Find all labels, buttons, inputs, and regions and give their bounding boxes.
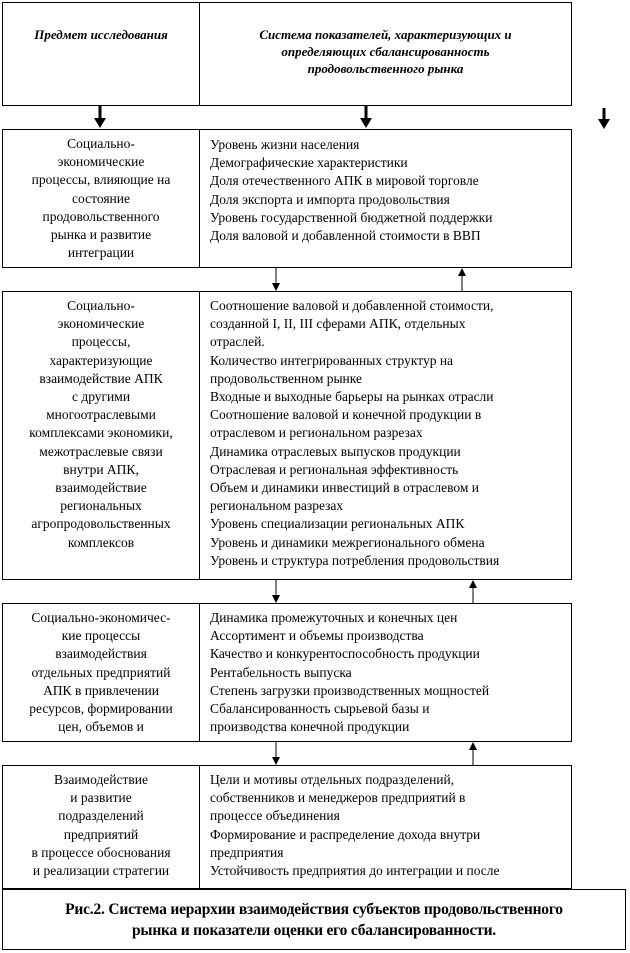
indicator-line: отраслевом и региональном разрезах xyxy=(210,425,423,441)
subject-line: продовольственного xyxy=(42,208,160,224)
indicator-line: Динамика промежуточных и конечных цен xyxy=(210,610,458,625)
caption-line: рынка и показатели оценки его сбалансированности. xyxy=(132,922,496,939)
up-arrow-icon xyxy=(469,580,477,603)
indicator-line: Уровень жизни населения xyxy=(210,137,360,152)
indicator-line: Уровень и структура потребления продовольствия xyxy=(210,552,500,568)
indicator-line: Рентабельность выпуска xyxy=(210,664,352,680)
down-arrow-icon xyxy=(272,268,280,291)
indicator-line: Ассортимент и объемы производства xyxy=(210,628,424,644)
subject-line: ресурсов, формировании xyxy=(29,701,173,717)
subject-line: региональных xyxy=(60,498,142,514)
indicator-line: Демографические характеристики xyxy=(210,155,408,171)
thick-down-arrow-icon xyxy=(94,106,106,128)
indicator-line: процессе объединения xyxy=(210,808,340,824)
indicator-line: Уровень и динамики межрегионального обмена xyxy=(210,534,485,550)
indicator-line: Объем и динамики инвестиций в отраслевом и xyxy=(210,480,480,496)
indicator-line: Доля отечественного АПК в мировой торговле xyxy=(210,173,479,189)
indicator-line: Отраслевая и региональная эффективность xyxy=(210,461,459,477)
subject-line: внутри АПК, xyxy=(63,461,139,477)
subject-line: взаимодействие xyxy=(55,480,147,496)
indicator-line: отраслей. xyxy=(210,334,265,350)
indicator-line: Сбалансированность сырьевой базы и xyxy=(210,701,430,717)
header-right-line: продовольственного рынка xyxy=(307,61,464,76)
indicator-line: Доля экспорта и импорта продовольствия xyxy=(210,191,450,207)
indicator-line: Уровень государственной бюджетной поддержки xyxy=(210,209,493,225)
subject-line: комплексов xyxy=(67,534,135,550)
indicator-line: созданной I, II, III сферами АПК, отдельных xyxy=(210,316,466,332)
indicator-line: Уровень специализации региональных АПК xyxy=(210,516,465,532)
header-right-line: Система показателей, характеризующих и xyxy=(259,27,512,42)
subject-line: комплексами экономики, xyxy=(29,425,173,441)
indicator-line: Формирование и распределение дохода внутри xyxy=(210,826,481,842)
subject-line: межотраслевые связи xyxy=(39,443,163,459)
indicator-line: производства конечной продукции xyxy=(210,719,410,735)
indicator-line: Качество и конкурентоспособность продукции xyxy=(210,646,480,662)
subject-line: Взаимодействие xyxy=(53,772,149,787)
indicator-line: предприятия xyxy=(210,844,284,860)
subject-line: АПК в привлечении xyxy=(43,682,159,698)
indicator-line: собственников и менеджеров предприятий в xyxy=(210,790,466,806)
caption-line: Рис.2. Система иерархии взаимодействия субъектов продовольственного xyxy=(65,901,563,918)
subject-line: взаимодействие АПК xyxy=(39,370,163,386)
subject-line: экономические xyxy=(57,316,145,332)
indicator-line: Устойчивость предприятия до интеграции и после xyxy=(210,863,500,879)
subject-line: Социально-экономичес- xyxy=(31,610,171,625)
thick-down-arrow-icon xyxy=(598,108,610,129)
subject-line: агропродовольственных xyxy=(31,516,171,532)
subject-line: интеграции xyxy=(67,245,135,261)
subject-line: в процессе обоснования xyxy=(31,844,171,860)
subject-line: и реализации стратегии xyxy=(32,863,170,879)
subject-line: Социально- xyxy=(67,136,135,151)
subject-line: рынка и развитие xyxy=(50,227,152,243)
subject-line: цен, объемов и xyxy=(58,719,144,735)
subject-line: кие процессы xyxy=(61,628,141,644)
subject-line: процессы, влияющие на xyxy=(31,172,171,188)
subject-line: Социально- xyxy=(67,298,135,313)
indicator-line: региональном разрезах xyxy=(210,498,344,514)
indicator-line: Цели и мотивы отдельных подразделений, xyxy=(210,772,455,787)
indicator-line: Входные и выходные барьеры на рынках отрасли xyxy=(210,389,494,405)
thick-down-arrow-icon xyxy=(360,106,372,128)
indicator-line: Количество интегрированных структур на xyxy=(210,352,454,368)
subject-line: экономические xyxy=(57,154,145,170)
subject-line: взаимодействия xyxy=(55,646,147,662)
header-right-line: определяющих сбалансированность xyxy=(281,44,490,59)
subject-line: состояние xyxy=(72,190,130,206)
up-arrow-icon xyxy=(469,742,477,765)
up-arrow-icon xyxy=(458,268,466,291)
indicator-line: Доля валовой и добавленной стоимости в ВВП xyxy=(210,228,481,244)
indicator-line: продовольственном рынке xyxy=(210,370,363,386)
subject-line: многоотраслевыми xyxy=(46,407,156,423)
indicator-line: Степень загрузки производственных мощностей xyxy=(210,682,490,698)
indicator-line: Соотношение валовой и конечной продукции в xyxy=(210,407,482,423)
down-arrow-icon xyxy=(272,742,280,765)
subject-line: характеризующие xyxy=(49,352,153,368)
subject-line: и развитие xyxy=(70,790,132,806)
indicator-line: Соотношение валовой и добавленной стоимости, xyxy=(210,298,494,313)
subject-line: процессы, xyxy=(71,334,131,350)
subject-line: предприятий xyxy=(63,826,139,842)
indicator-line: Динамика отраслевых выпусков продукции xyxy=(210,443,461,459)
header-left-line: Предмет исследования xyxy=(34,27,168,42)
subject-line: подразделений xyxy=(58,808,144,824)
subject-line: отдельных предприятий xyxy=(31,664,171,680)
subject-line: с другими xyxy=(71,389,131,405)
down-arrow-icon xyxy=(272,580,280,603)
